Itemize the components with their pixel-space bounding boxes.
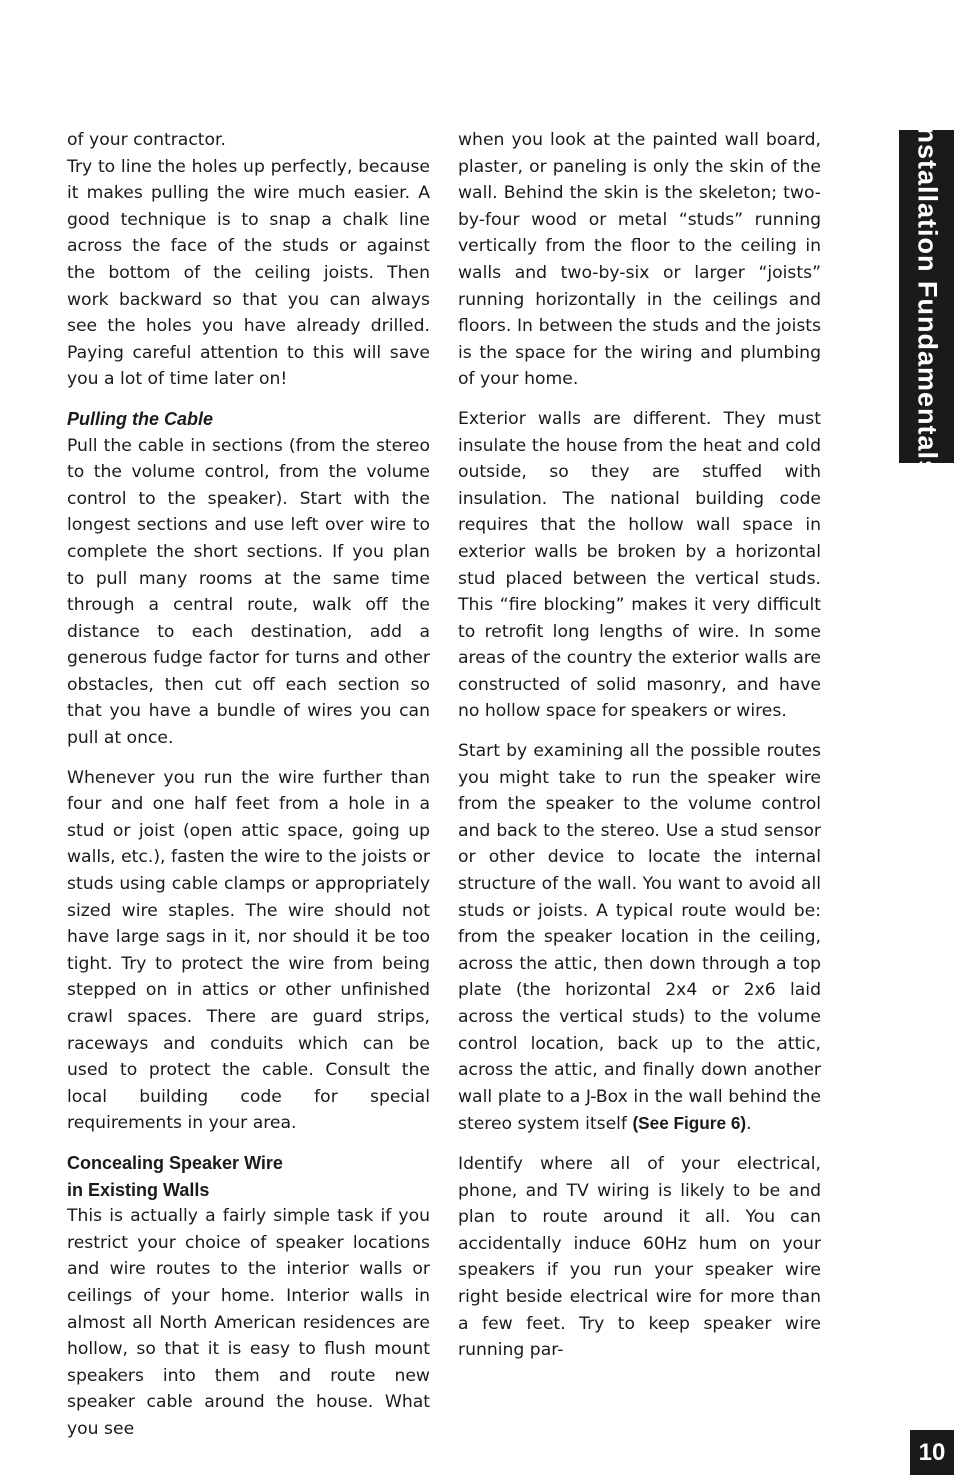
paragraph-text: Start by examining all the possible routes you might take to run the speaker wire from the speaker to the volume control and back to the stereo. Use a stud sensor or other device to locate the internal structure of the wall. You want to avoid all studs or joists. A typical route would be: from the speaker location in the ceiling, across the attic, then down through a top plate (the horizontal 2x4 or 2x6 laid across the vertical studs) to the volume control location, back up to the attic, across the attic, and finally down another wall plate to a J-Box in the wall behind the stereo system itself — [458, 741, 821, 1135]
paragraph: Try to line the holes up perfectly, because it makes pulling the wire much easier. A good technique is to snap a chalk line across the face of the studs or against the bottom of the ceiling joists. Then work backward so that you can always see the holes you have already drilled. Paying careful attention to this will save you a lot of time later on! — [67, 156, 430, 390]
section-heading-concealing-line1: Concealing Speaker Wire — [67, 1152, 283, 1173]
paragraph: Exterior walls are different. They must insulate the house from the heat and cold outside, so they are stuffed with insulation. The national building code requires that the hollow wall space in exterior walls be broken by a horizontal stud placed between the vertical studs. This “fire blocking” makes it very difficult to retrofit long lengths of wire. In some areas of the country the exterior walls are constructed of solid masonry, and have no hollow space for speakers or wires. — [458, 408, 821, 722]
chapter-title: Installation Fundamentals — [912, 117, 942, 476]
paragraph: This is actually a fairly simple task if you restrict your choice of speaker locations and wire routes to the interior walls or ceilings of your home. Interior walls in almost all North American residences are hollow, so that it is easy to flush mount speakers into them and route new speaker cable around the house. What you see — [67, 1206, 430, 1439]
left-column — [67, 127, 430, 1456]
section-heading-concealing-line2: in Existing Walls — [67, 1179, 210, 1200]
paragraph: Whenever you run the wire further than four and one half feet from a hole in a stud or joist (open attic space, going up walls, etc.), fasten the wire to the joists or studs using cable clamps or appropriately sized wire staples. The wire should not have large sags in it, nor should it be too tight. Try to protect the wire from being stepped on in attics or other unfinished crawl spaces. There are guard strips, raceways and conduits which can be used to protect the cable. Consult the local building code for special requirements in your area. — [67, 767, 430, 1134]
paragraph: when you look at the painted wall board, plaster, or paneling is only the skin of the wall. Behind the skin is the skeleton; two-by-four wood or metal “studs” running vertically from the floor to the ceiling in walls and two-by-six or larger “joists” running horizontally in the ceilings and floors. In between the studs and the joists is the space for the wiring and plumbing of your home. — [458, 130, 821, 390]
section-heading-pulling-cable: Pulling the Cable — [67, 408, 214, 429]
page-number: 10 — [910, 1430, 954, 1475]
right-column — [458, 127, 821, 1377]
figure-reference: (See Figure 6) — [632, 1113, 747, 1134]
chapter-side-tab — [899, 117, 954, 476]
paragraph: of your contractor. — [67, 130, 226, 150]
paragraph — [458, 738, 821, 1138]
paragraph: Identify where all of your electrical, phone, and TV wiring is likely to be and plan to route around it all. You can accidentally induce 60Hz hum on your speakers if you run your speaker wire right beside electrical wire for more than a few feet. Try to keep speaker wire running par- — [458, 1153, 821, 1361]
paragraph-end: . — [746, 1114, 752, 1135]
paragraph: Pull the cable in sections (from the stereo to the volume control, from the volume control to the speaker). Start with the longest sections and use left over wire to complete the short sections. If you plan to pull many rooms at the same time through a central route, walk off the distance to each destination, add a generous fudge factor for turns and other obstacles, then cut off each section so that you have a bundle of wires you can pull at once. — [67, 435, 430, 749]
